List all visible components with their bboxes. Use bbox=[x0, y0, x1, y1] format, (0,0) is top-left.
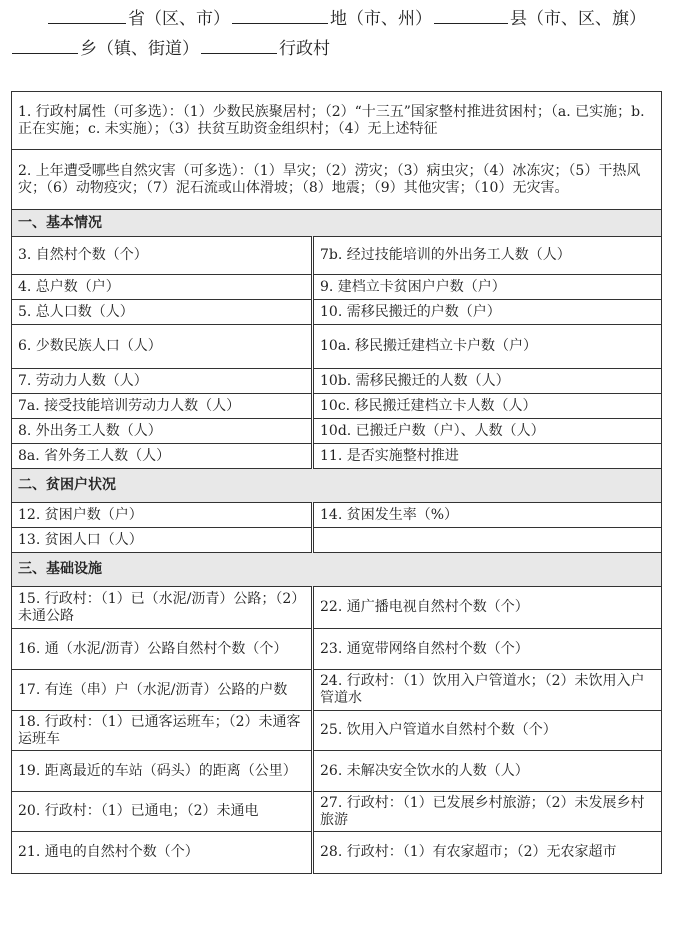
table-row bbox=[12, 300, 662, 325]
field-cell[interactable]: 26. 未解决安全饮水的人数（人） bbox=[313, 751, 662, 792]
section-basic-header bbox=[12, 210, 662, 237]
prefecture-blank[interactable] bbox=[232, 6, 328, 24]
township-blank[interactable] bbox=[12, 36, 78, 54]
table-row bbox=[12, 528, 662, 553]
field-cell[interactable]: 23. 通宽带网络自然村个数（个） bbox=[313, 629, 662, 670]
table-row bbox=[12, 629, 662, 670]
field-cell[interactable]: 10c. 移民搬迁建档立卡人数（人） bbox=[313, 394, 662, 419]
field-cell[interactable]: 21. 通电的自然村个数（个） bbox=[12, 832, 313, 874]
header-line-1 bbox=[48, 6, 648, 30]
field-cell[interactable]: 9. 建档立卡贫困户户数（户） bbox=[313, 275, 662, 300]
table-row bbox=[12, 711, 662, 751]
section-infrastructure-title: 三、基础设施 bbox=[12, 553, 662, 587]
field-cell[interactable]: 10. 需移民搬迁的户数（户） bbox=[313, 300, 662, 325]
table-row bbox=[12, 325, 662, 369]
field-cell[interactable]: 7b. 经过技能培训的外出务工人数（人） bbox=[313, 237, 662, 275]
section-poverty-title: 二、贫困户状况 bbox=[12, 469, 662, 503]
county-label: 县（市、区、旗） bbox=[510, 9, 646, 29]
table-row bbox=[12, 587, 662, 629]
county-blank[interactable] bbox=[434, 6, 508, 24]
field-cell[interactable]: 16. 通（水泥/沥青）公路自然村个数（个） bbox=[12, 629, 313, 670]
field-cell[interactable]: 7. 劳动力人数（人） bbox=[12, 369, 313, 394]
field-cell[interactable] bbox=[313, 528, 662, 553]
field-cell[interactable]: 11. 是否实施整村推进 bbox=[313, 444, 662, 469]
field-cell[interactable]: 14. 贫困发生率（%） bbox=[313, 503, 662, 528]
field-cell[interactable]: 22. 通广播电视自然村个数（个） bbox=[313, 587, 662, 629]
table-row bbox=[12, 503, 662, 528]
section-poverty-header bbox=[12, 469, 662, 503]
province-blank[interactable] bbox=[48, 6, 126, 24]
field-cell[interactable]: 4. 总户数（户） bbox=[12, 275, 313, 300]
table-row bbox=[12, 369, 662, 394]
field-cell[interactable]: 27. 行政村：（1）已发展乡村旅游；（2）未发展乡村旅游 bbox=[313, 792, 662, 832]
row-natural-disasters bbox=[12, 150, 662, 210]
field-cell[interactable]: 25. 饮用入户管道水自然村个数（个） bbox=[313, 711, 662, 751]
field-cell[interactable]: 10a. 移民搬迁建档立卡户数（户） bbox=[313, 325, 662, 369]
section-basic-title: 一、基本情况 bbox=[12, 210, 662, 237]
prefecture-label: 地（市、州） bbox=[330, 9, 432, 29]
field-cell[interactable]: 6. 少数民族人口（人） bbox=[12, 325, 313, 369]
field-cell[interactable]: 8. 外出务工人数（人） bbox=[12, 419, 313, 444]
section-infrastructure-header bbox=[12, 553, 662, 587]
field-cell[interactable]: 13. 贫困人口（人） bbox=[12, 528, 313, 553]
table-row bbox=[12, 237, 662, 275]
table-row bbox=[12, 751, 662, 792]
table-row bbox=[12, 394, 662, 419]
table-row bbox=[12, 275, 662, 300]
table-row bbox=[12, 792, 662, 832]
field-cell[interactable]: 7a. 接受技能培训劳动力人数（人） bbox=[12, 394, 313, 419]
natural-disasters-question[interactable]: 2. 上年遭受哪些自然灾害（可多选）：（1）旱灾；（2）涝灾；（3）病虫灾；（4）冰冻灾；（5）干热风灾；（6）动物疫灾；（7）泥石流或山体滑坡；（8）地震；（9）其他灾害；（10）无灾害。 bbox=[12, 150, 662, 210]
field-cell[interactable]: 15. 行政村：（1）已（水泥/沥青）公路；（2）未通公路 bbox=[12, 587, 313, 629]
field-cell[interactable]: 10d. 已搬迁户数（户）、人数（人） bbox=[313, 419, 662, 444]
field-cell[interactable]: 12. 贫困户数（户） bbox=[12, 503, 313, 528]
table-row bbox=[12, 670, 662, 711]
field-cell[interactable]: 19. 距离最近的车站（码头）的距离（公里） bbox=[12, 751, 313, 792]
field-cell[interactable]: 20. 行政村：（1）已通电；（2）未通电 bbox=[12, 792, 313, 832]
field-cell[interactable]: 8a. 省外务工人数（人） bbox=[12, 444, 313, 469]
province-label: 省（区、市） bbox=[128, 9, 230, 29]
field-cell[interactable]: 17. 有连（串）户（水泥/沥青）公路的户数 bbox=[12, 670, 313, 711]
table-row bbox=[12, 419, 662, 444]
table-row bbox=[12, 832, 662, 874]
village-attributes-question[interactable]: 1. 行政村属性（可多选）：（1）少数民族聚居村；（2）“十三五”国家整村推进贫困村；（a. 已实施；b. 正在实施；c. 未实施）；（3）扶贫互助资金组织村；（4）无上述特征 bbox=[12, 92, 662, 150]
row-village-attributes bbox=[12, 92, 662, 150]
survey-form-table bbox=[11, 91, 662, 874]
table-row bbox=[12, 444, 662, 469]
village-label: 行政村 bbox=[279, 39, 330, 59]
field-cell[interactable]: 18. 行政村：（1）已通客运班车；（2）未通客运班车 bbox=[12, 711, 313, 751]
field-cell[interactable]: 10b. 需移民搬迁的人数（人） bbox=[313, 369, 662, 394]
field-cell[interactable]: 5. 总人口数（人） bbox=[12, 300, 313, 325]
village-blank[interactable] bbox=[201, 36, 277, 54]
field-cell[interactable]: 3. 自然村个数（个） bbox=[12, 237, 313, 275]
header-line-2 bbox=[12, 36, 332, 60]
field-cell[interactable]: 24. 行政村：（1）饮用入户管道水；（2）未饮用入户管道水 bbox=[313, 670, 662, 711]
township-label: 乡（镇、街道） bbox=[80, 39, 199, 59]
field-cell[interactable]: 28. 行政村：（1）有农家超市；（2）无农家超市 bbox=[313, 832, 662, 874]
